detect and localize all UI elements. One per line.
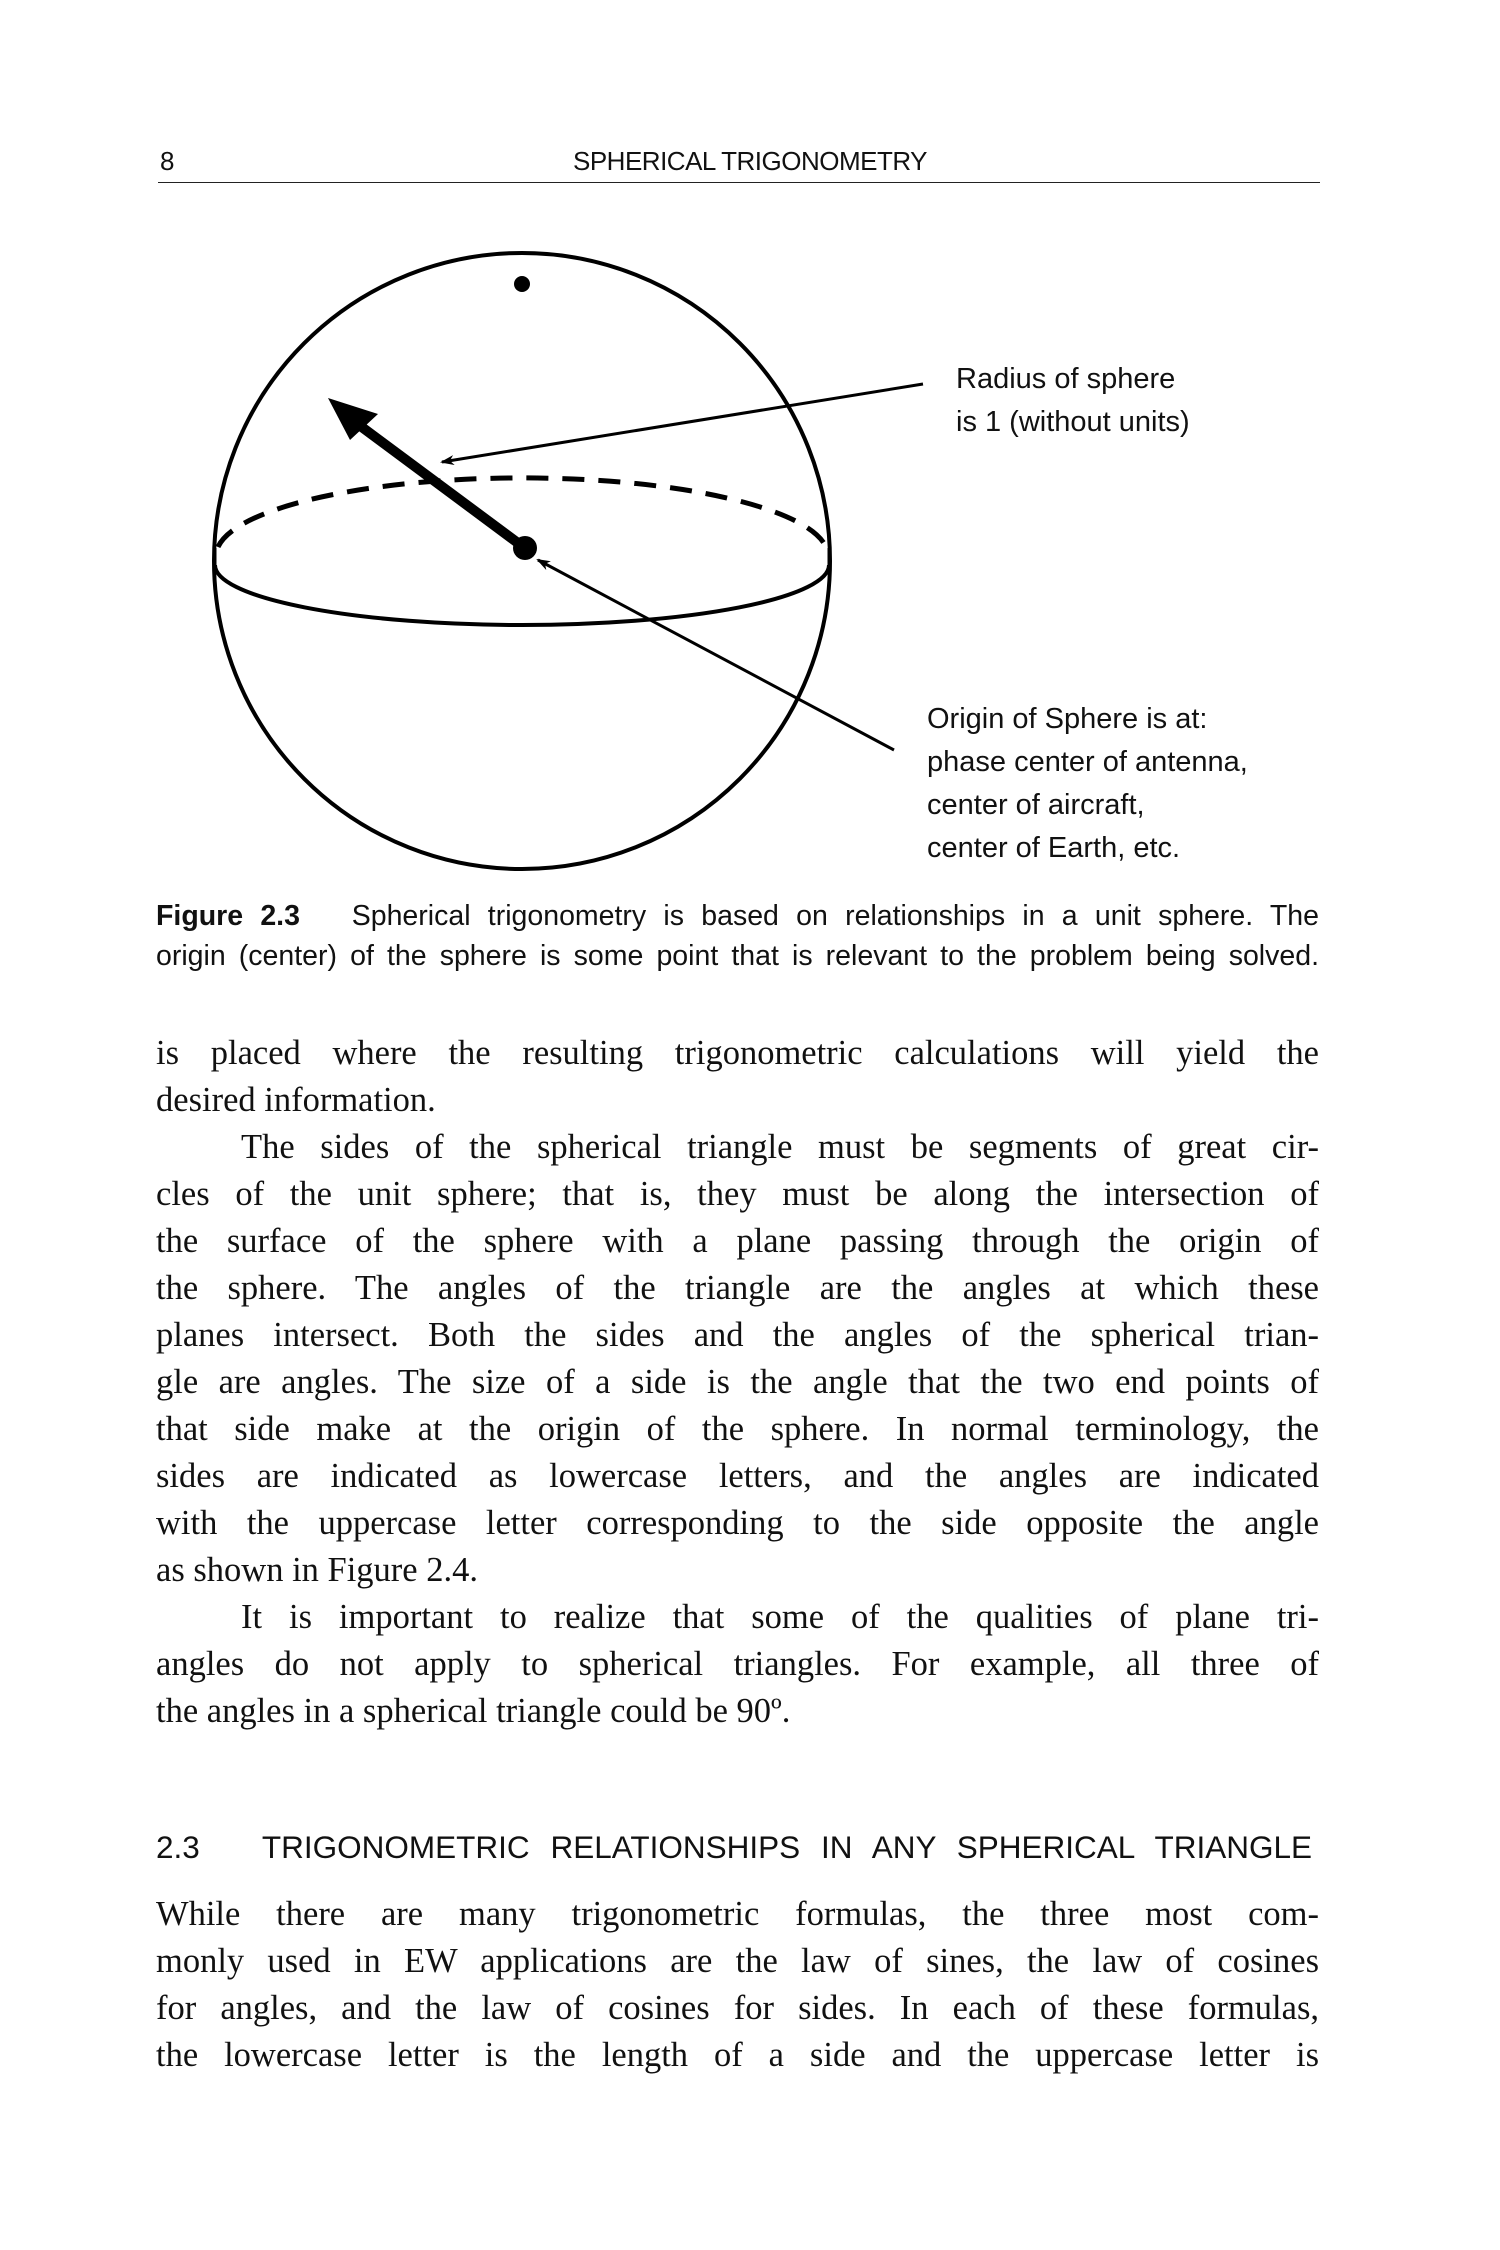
equator-front — [215, 565, 829, 625]
body-line: the surface of the sphere with a plane passing through the origin of — [156, 1222, 1319, 1260]
origin-label — [927, 698, 1248, 870]
section-body-text — [156, 1891, 1319, 2079]
body-line: The sides of the spherical triangle must be segments of great cir- — [241, 1128, 1319, 1166]
caption-text: Spherical trigonometry is based on relationships in a unit sphere. The — [351, 900, 1320, 932]
origin-label-line: center of Earth, etc. — [927, 832, 1181, 864]
body-line: While there are many trigonometric formulas, the three most com- — [156, 1895, 1319, 1933]
body-line: as shown in Figure 2.4. — [156, 1551, 478, 1589]
radius-label — [956, 358, 1190, 444]
caption-text: origin (center) of the sphere is some point that is relevant to the problem being solved. — [156, 940, 1319, 972]
body-line: gle are angles. The size of a side is the angle that the two end points of — [156, 1363, 1319, 1401]
north-pole-dot — [514, 276, 530, 292]
origin-leader-line — [538, 560, 894, 750]
sphere-outline — [214, 253, 830, 869]
running-title: SPHERICAL TRIGONOMETRY — [572, 146, 928, 176]
body-line: planes intersect. Both the sides and the angles of the spherical trian- — [156, 1316, 1319, 1354]
origin-label-line: phase center of antenna, — [927, 746, 1248, 778]
radius-leader-line — [442, 384, 923, 462]
body-line: the sphere. The angles of the triangle are the angles at which these — [156, 1269, 1319, 1307]
radius-label-line: Radius of sphere — [956, 363, 1176, 395]
body-line: for angles, and the law of cosines for sides. In each of these formulas, — [156, 1989, 1319, 2027]
body-line: cles of the unit sphere; that is, they must be along the intersection of — [156, 1175, 1319, 1213]
radius-label-line: is 1 (without units) — [956, 406, 1190, 438]
caption-label: Figure 2.3 — [156, 900, 300, 932]
body-line: the angles in a spherical triangle could be 90º. — [156, 1692, 791, 1730]
body-line: desired information. — [156, 1081, 436, 1119]
body-line: It is important to realize that some of the qualities of plane tri- — [241, 1598, 1319, 1636]
origin-label-line: center of aircraft, — [927, 789, 1145, 821]
radius-vector — [355, 422, 522, 546]
body-line: monly used in EW applications are the law of sines, the law of cosines — [156, 1942, 1319, 1980]
origin-label-line: Origin of Sphere is at: — [927, 703, 1208, 735]
figure-caption — [156, 896, 1319, 976]
body-line: is placed where the resulting trigonometric calculations will yield the — [156, 1034, 1319, 1072]
section-heading: 2.3 TRIGONOMETRIC RELATIONSHIPS IN ANY SPHERICAL TRIANGLE — [156, 1829, 1312, 1865]
page-number: 8 — [160, 146, 175, 176]
body-text — [156, 1030, 1319, 1735]
body-line: the lowercase letter is the length of a side and the uppercase letter is — [156, 2036, 1319, 2074]
unit-sphere-figure — [0, 0, 1500, 900]
body-line: with the uppercase letter corresponding to the side opposite the angle — [156, 1504, 1319, 1542]
body-line: that side make at the origin of the sphere. In normal terminology, the — [156, 1410, 1319, 1448]
body-line: sides are indicated as lowercase letters, and the angles are indicated — [156, 1457, 1319, 1495]
body-line: angles do not apply to spherical triangles. For example, all three of — [156, 1645, 1319, 1683]
